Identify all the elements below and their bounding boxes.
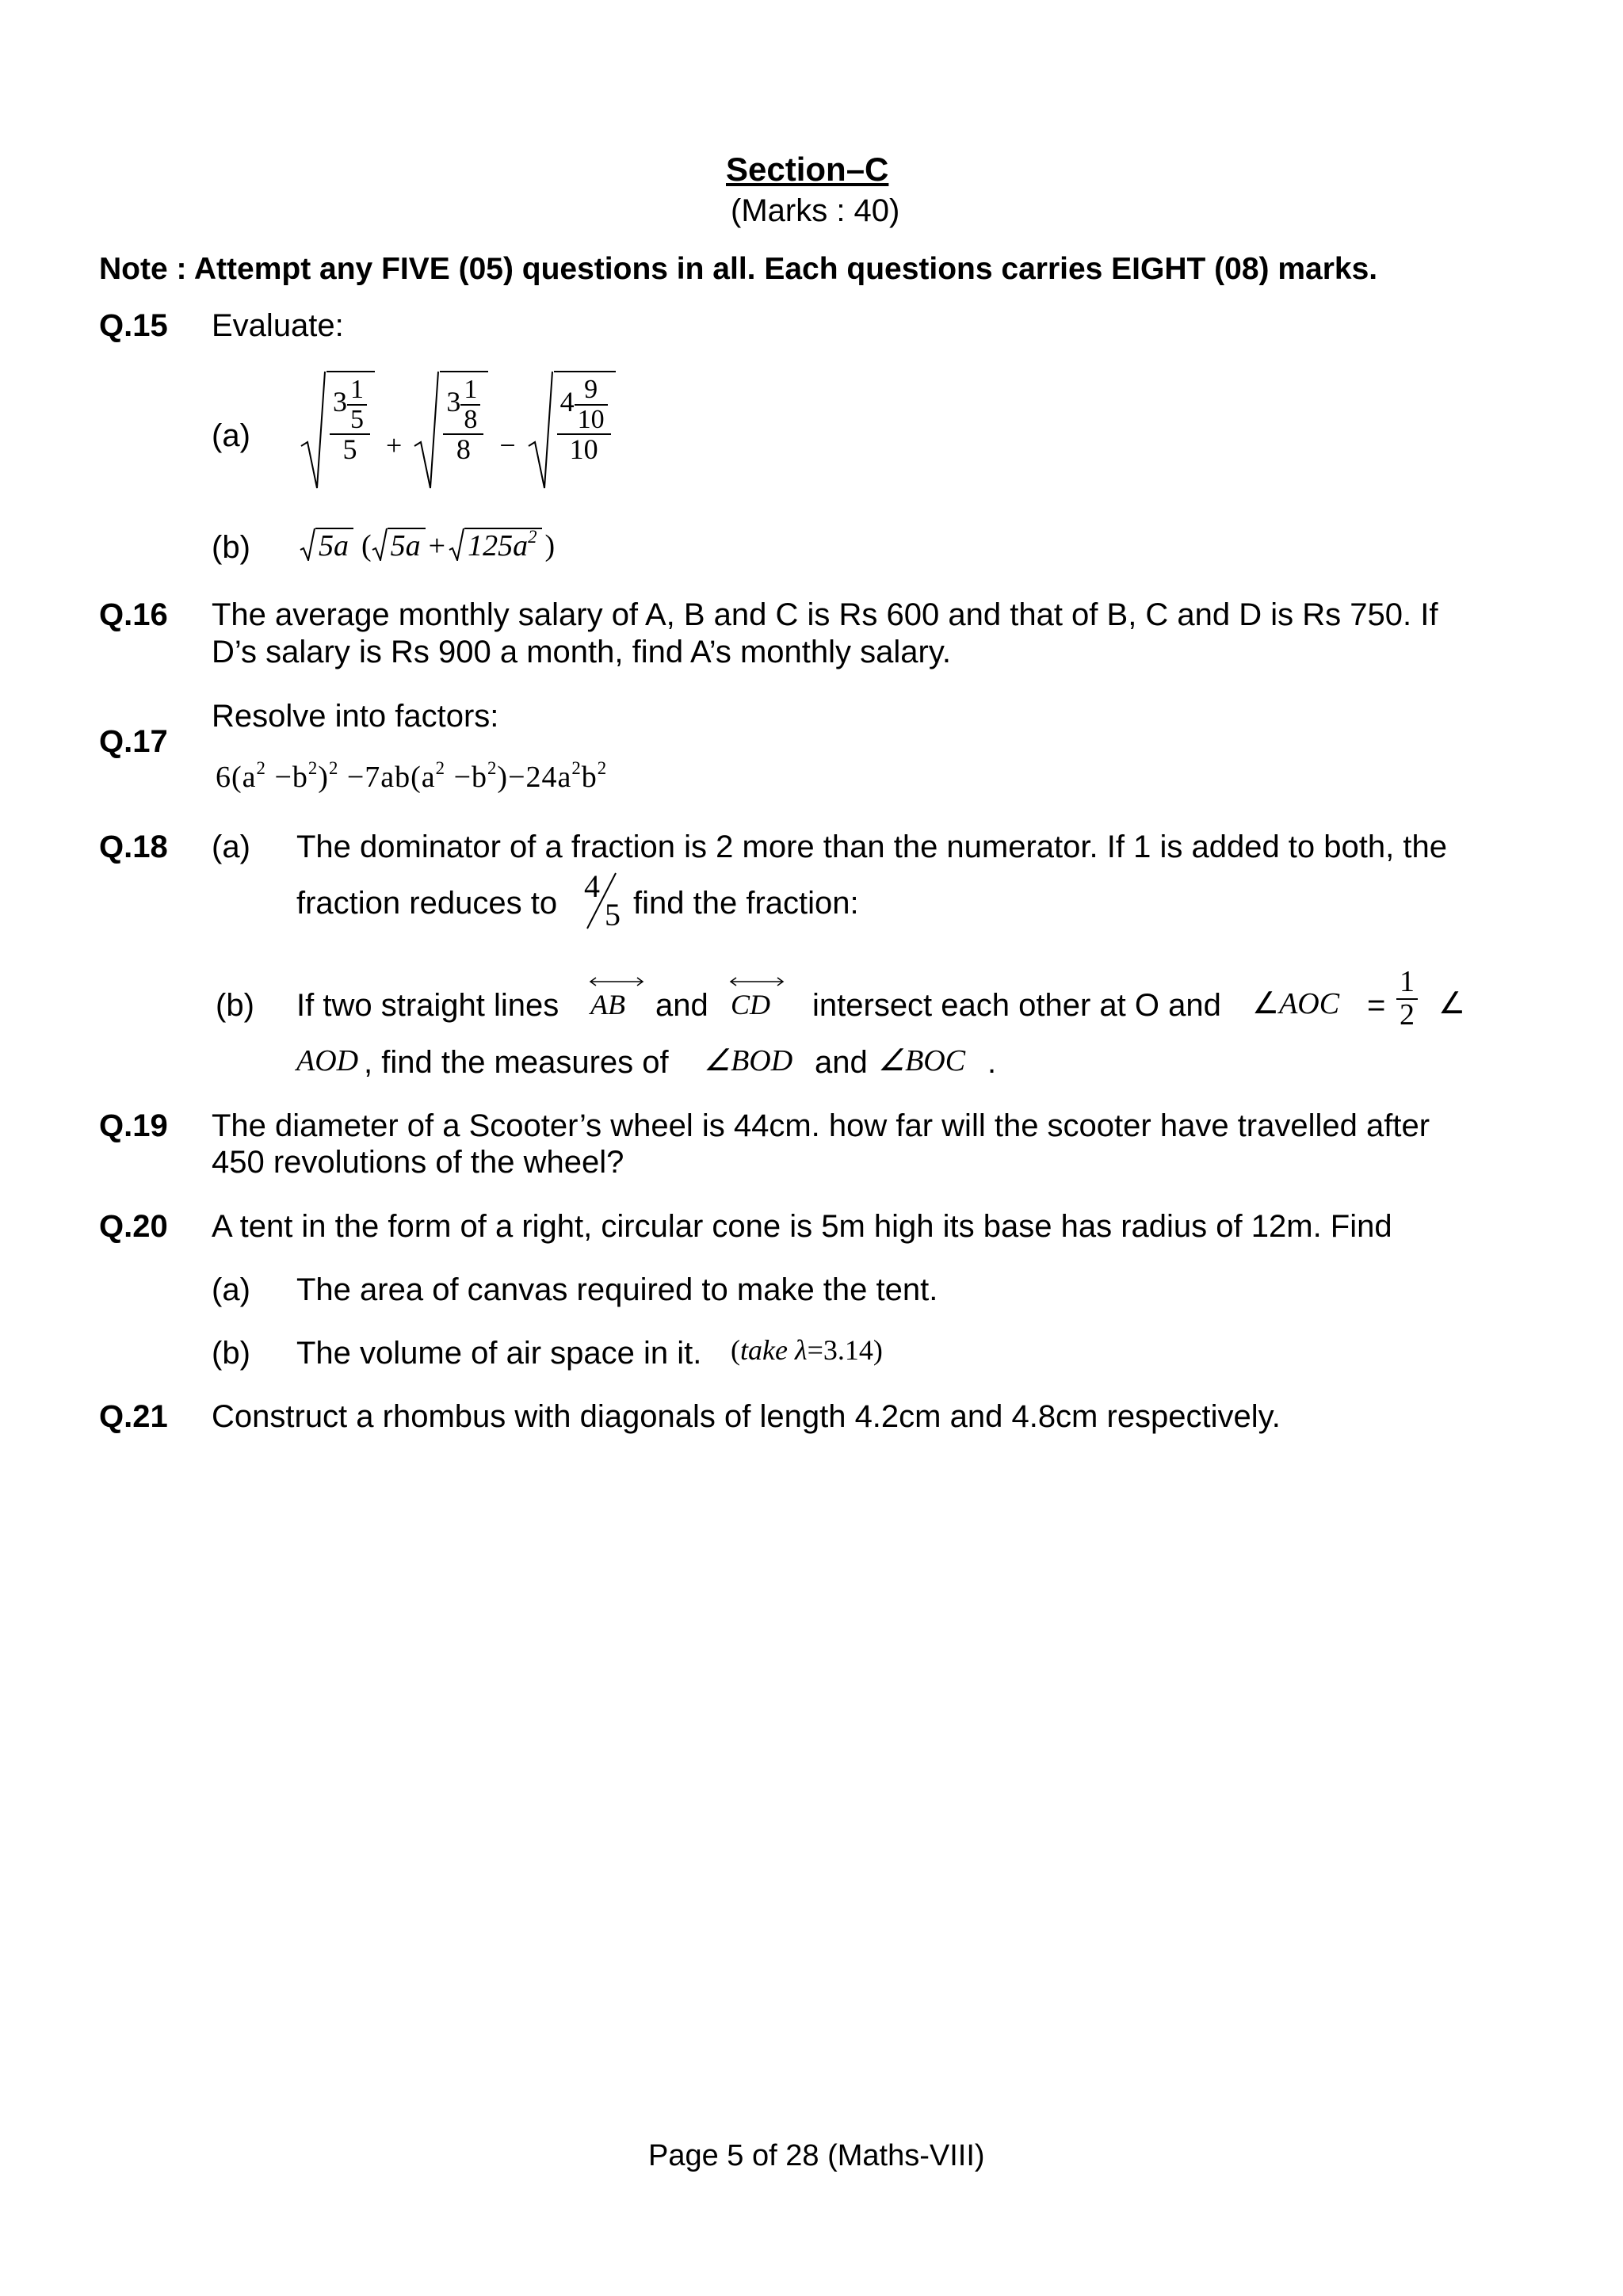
question-text: and xyxy=(655,988,708,1023)
square-root: 5a xyxy=(372,528,426,564)
question-text: , find the measures of xyxy=(364,1045,669,1080)
question-number: Q.16 xyxy=(99,597,168,632)
square-root: $125a^2$ xyxy=(449,528,541,564)
question-text: Resolve into factors: xyxy=(212,699,499,734)
question-text: and xyxy=(815,1045,868,1080)
part-label: (b) xyxy=(212,530,250,565)
square-root: 3 $\frac{1}{5}$ 5 xyxy=(300,371,375,490)
question-text: intersect each other at O and xyxy=(812,988,1221,1023)
question-number: Q.21 xyxy=(99,1399,168,1434)
question-text: A tent in the form of a right, circular cone is 5m high its base has radius of 12m. Find xyxy=(212,1209,1392,1244)
question-text: 450 revolutions of the wheel? xyxy=(212,1145,624,1180)
marks-label: (Marks : 40) xyxy=(731,193,900,228)
question-text: fraction reduces to xyxy=(296,886,558,921)
question-text: Construct a rhombus with diagonals of length 4.2cm and 4.8cm respectively. xyxy=(212,1399,1281,1434)
question-text: The volume of air space in it. xyxy=(296,1336,702,1371)
question-text: . xyxy=(987,1045,997,1080)
question-text: The diameter of a Scooter’s wheel is 44cm. how far will the scooter have travelled after xyxy=(212,1108,1430,1143)
math-note: (take λ=3.14) xyxy=(731,1334,883,1366)
square-root: 4 $\frac{9}{10}$ 10 xyxy=(527,371,616,490)
square-root: 3 $\frac{1}{8}$ 8 xyxy=(413,371,488,490)
radical-expression: 5a ( 5a + $125a^2$ ) xyxy=(300,528,555,564)
angle-aod: AOD xyxy=(296,1044,359,1077)
square-root: 5a xyxy=(300,528,353,564)
question-text: D’s salary is Rs 900 a month, find A’s monthly salary. xyxy=(212,635,951,669)
question-text: The area of canvas required to make the tent. xyxy=(296,1272,938,1307)
part-label: (a) xyxy=(212,830,250,864)
question-number: Q.15 xyxy=(99,308,168,343)
question-text: find the fraction: xyxy=(633,886,859,921)
factor-expression: $6(a^2 -b^2)^2 -7ab(a^2 -b^2)-24a^2b^2$ xyxy=(216,758,608,794)
question-number: Q.18 xyxy=(99,830,168,864)
radical-expression: 3 $\frac{1}{5}$ 5 + 3 $\frac{1}{8}$ 8 − 4 $\frac{9}{10}$ 10 xyxy=(300,371,616,490)
page-footer: Page 5 of 28 (Maths-VIII) xyxy=(648,2139,985,2172)
angle-boc: ∠BOC xyxy=(878,1044,966,1077)
line-ab: AB xyxy=(590,989,625,1021)
question-text: If two straight lines xyxy=(296,988,559,1023)
section-title: Section–C xyxy=(726,151,889,188)
question-number: Q.19 xyxy=(99,1108,168,1143)
part-label: (b) xyxy=(212,1336,250,1371)
instruction-note: Note : Attempt any FIVE (05) questions in all. Each questions carries EIGHT (08) marks. xyxy=(99,252,1378,286)
angle-bod: ∠BOD xyxy=(704,1044,793,1077)
slash-fraction: 4 5 xyxy=(584,868,621,933)
equals-sign: = xyxy=(1367,988,1386,1023)
part-label: (a) xyxy=(212,1272,250,1307)
question-text: Evaluate: xyxy=(212,308,344,343)
question-number: Q.20 xyxy=(99,1209,168,1244)
angle-expression: ∠AOC xyxy=(1252,987,1340,1020)
line-cd: CD xyxy=(731,989,770,1021)
question-text: The dominator of a fraction is 2 more than the numerator. If 1 is added to both, the xyxy=(296,830,1447,864)
angle-symbol: ∠ xyxy=(1438,987,1466,1020)
question-text: The average monthly salary of A, B and C is Rs 600 and that of B, C and D is Rs 750. If xyxy=(212,597,1438,632)
half-fraction: $\frac{1}{2}$ xyxy=(1396,967,1418,1032)
question-number: Q.17 xyxy=(99,724,168,759)
part-label: (a) xyxy=(212,418,250,453)
part-label: (b) xyxy=(216,988,254,1023)
